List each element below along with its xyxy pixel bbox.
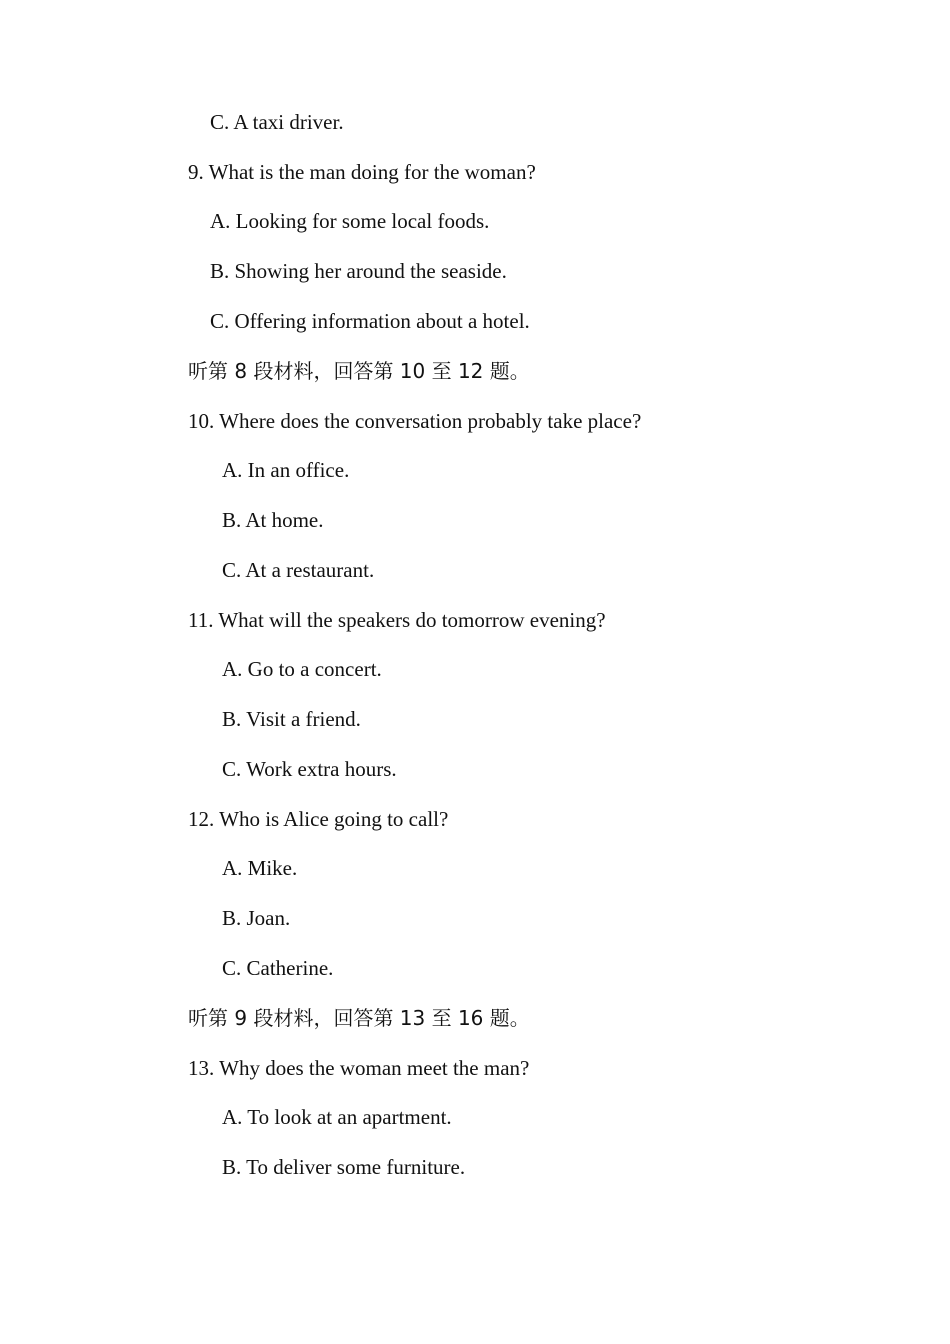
q13-option-a: A. To look at an apartment. (222, 1105, 452, 1129)
q13-option-b: B. To deliver some furniture. (222, 1155, 466, 1179)
question-10: 10. Where does the conversation probably take place? (188, 409, 642, 433)
question-9: 9. What is the man doing for the woman? (188, 160, 536, 184)
q12-option-c: C. Catherine. (222, 956, 334, 980)
q11-option-a: A. Go to a concert. (222, 657, 382, 681)
q10-option-c: C. At a restaurant. (222, 558, 375, 582)
section-header-8: 听第 8 段材料，回答第 10 至 12 题。 (188, 359, 530, 383)
q12-option-b: B. Joan. (222, 906, 291, 930)
question-13: 13. Why does the woman meet the man? (188, 1056, 530, 1080)
q11-option-b: B. Visit a friend. (222, 707, 361, 731)
q9-option-b: B. Showing her around the seaside. (210, 259, 507, 283)
q9-option-c: C. Offering information about a hotel. (210, 309, 530, 333)
question-11: 11. What will the speakers do tomorrow evening? (188, 608, 606, 632)
q11-option-c: C. Work extra hours. (222, 757, 397, 781)
q8-option-c: C. A taxi driver. (210, 110, 344, 134)
q10-option-b: B. At home. (222, 508, 324, 532)
question-12: 12. Who is Alice going to call? (188, 807, 449, 831)
q9-option-a: A. Looking for some local foods. (210, 209, 490, 233)
q10-option-a: A. In an office. (222, 458, 350, 482)
section-header-9: 听第 9 段材料，回答第 13 至 16 题。 (188, 1006, 530, 1030)
q12-option-a: A. Mike. (222, 856, 298, 880)
